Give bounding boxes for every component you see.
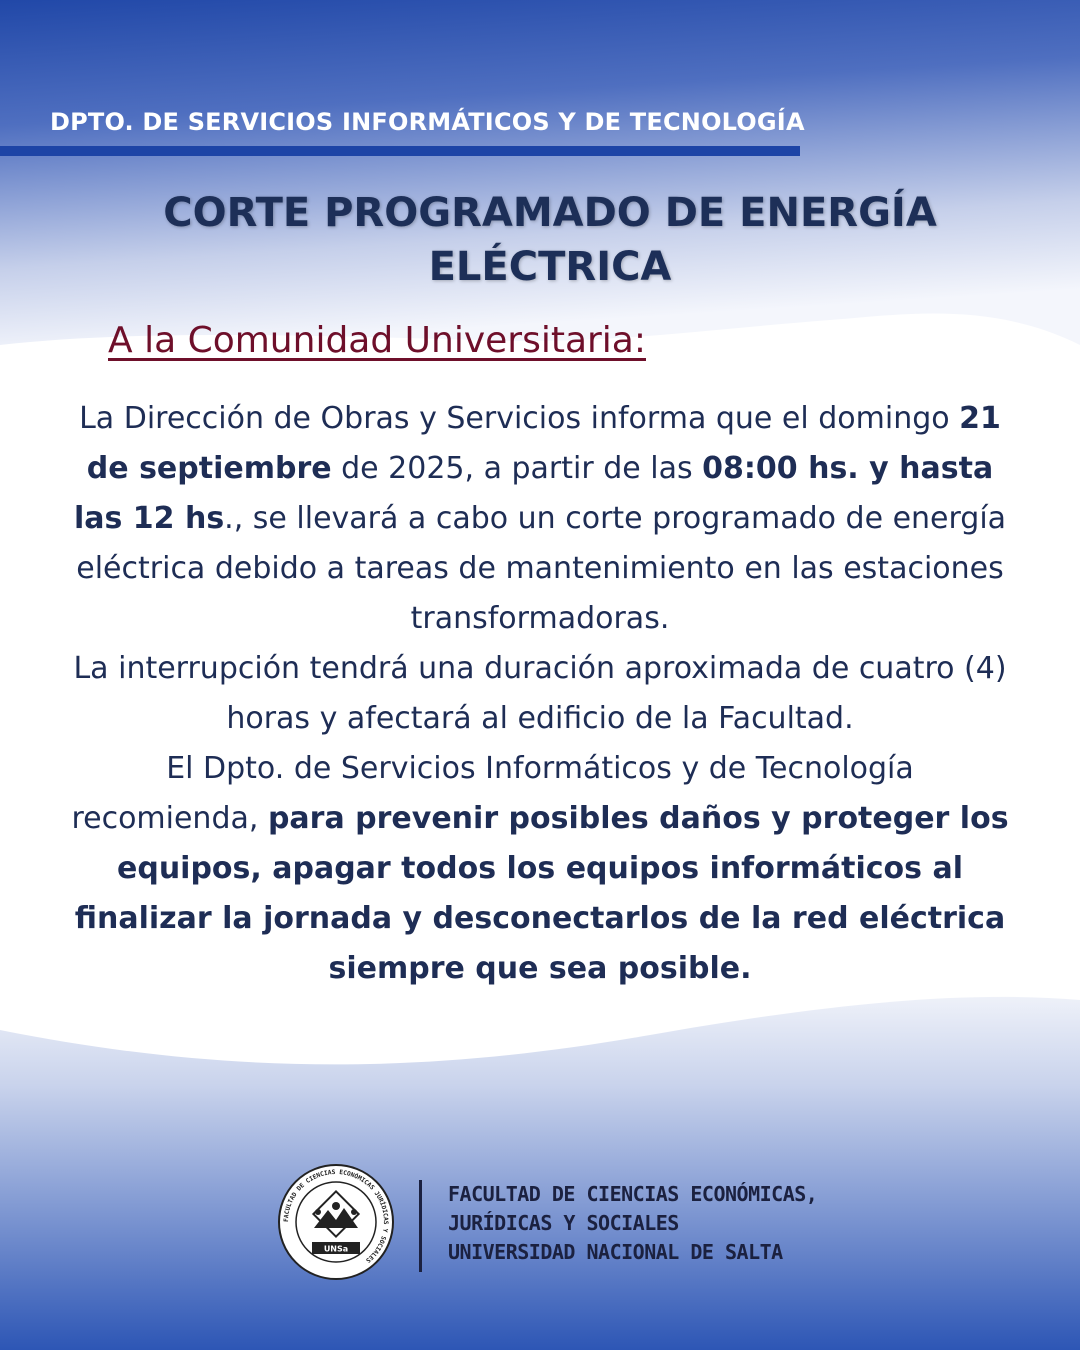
paragraph-duration: La interrupción tendrá una duración aproximada de cuatro (4) horas y afectará al edificio de la Facultad. — [73, 651, 1007, 736]
salutation: A la Comunidad Universitaria: — [108, 320, 646, 361]
institution-name — [448, 1180, 817, 1267]
title-line-2: ELÉCTRICA — [428, 244, 672, 290]
department-header: DPTO. DE SERVICIOS INFORMÁTICOS Y DE TECNOLOGÍA — [50, 108, 805, 136]
paragraph-notice — [70, 394, 1010, 644]
outage-hours: 08:00 hs. y hasta las 12 hs — [73, 451, 994, 536]
paragraph-recommendation — [70, 744, 1010, 994]
institution-line-3: UNIVERSIDAD NACIONAL DE SALTA — [448, 1240, 783, 1264]
svg-text:UNSa: UNSa — [323, 1244, 349, 1254]
institution-line-2: JURÍDICAS Y SOCIALES — [448, 1211, 679, 1235]
title-line-1: CORTE PROGRAMADO DE ENERGÍA — [163, 190, 937, 236]
faculty-seal-logo — [276, 1162, 396, 1282]
svg-text:FACULTAD DE CIENCIAS ECONÓMICA: FACULTAD DE CIENCIAS ECONÓMICAS JURÍDICAS Y SOCIALES — [282, 1168, 390, 1264]
recommendation-bold: para prevenir posibles daños y proteger los equipos, apagar todos los equipos informáticos al finalizar la jornada y desconectarlos de la red eléctrica siempre que sea posible. — [74, 801, 1009, 986]
recommendation-text: El Dpto. de Servicios Informáticos y de Tecnología recomienda, — [71, 751, 914, 836]
announcement-body — [70, 394, 1010, 994]
outage-date: 21 de septiembre — [86, 401, 1001, 486]
header-divider — [0, 146, 800, 156]
notice-text-a: La Dirección de Obras y Servicios informa que el domingo — [79, 401, 960, 436]
page-title — [60, 186, 1040, 294]
notice-text-b: de 2025, a partir de las — [331, 451, 703, 486]
notice-text-c: ., se llevará a cabo un corte programado de energía eléctrica debido a tareas de mantenimiento en las estaciones transformadoras. — [76, 501, 1007, 636]
institution-line-1: FACULTAD DE CIENCIAS ECONÓMICAS, — [448, 1182, 818, 1206]
footer-divider — [419, 1180, 422, 1272]
